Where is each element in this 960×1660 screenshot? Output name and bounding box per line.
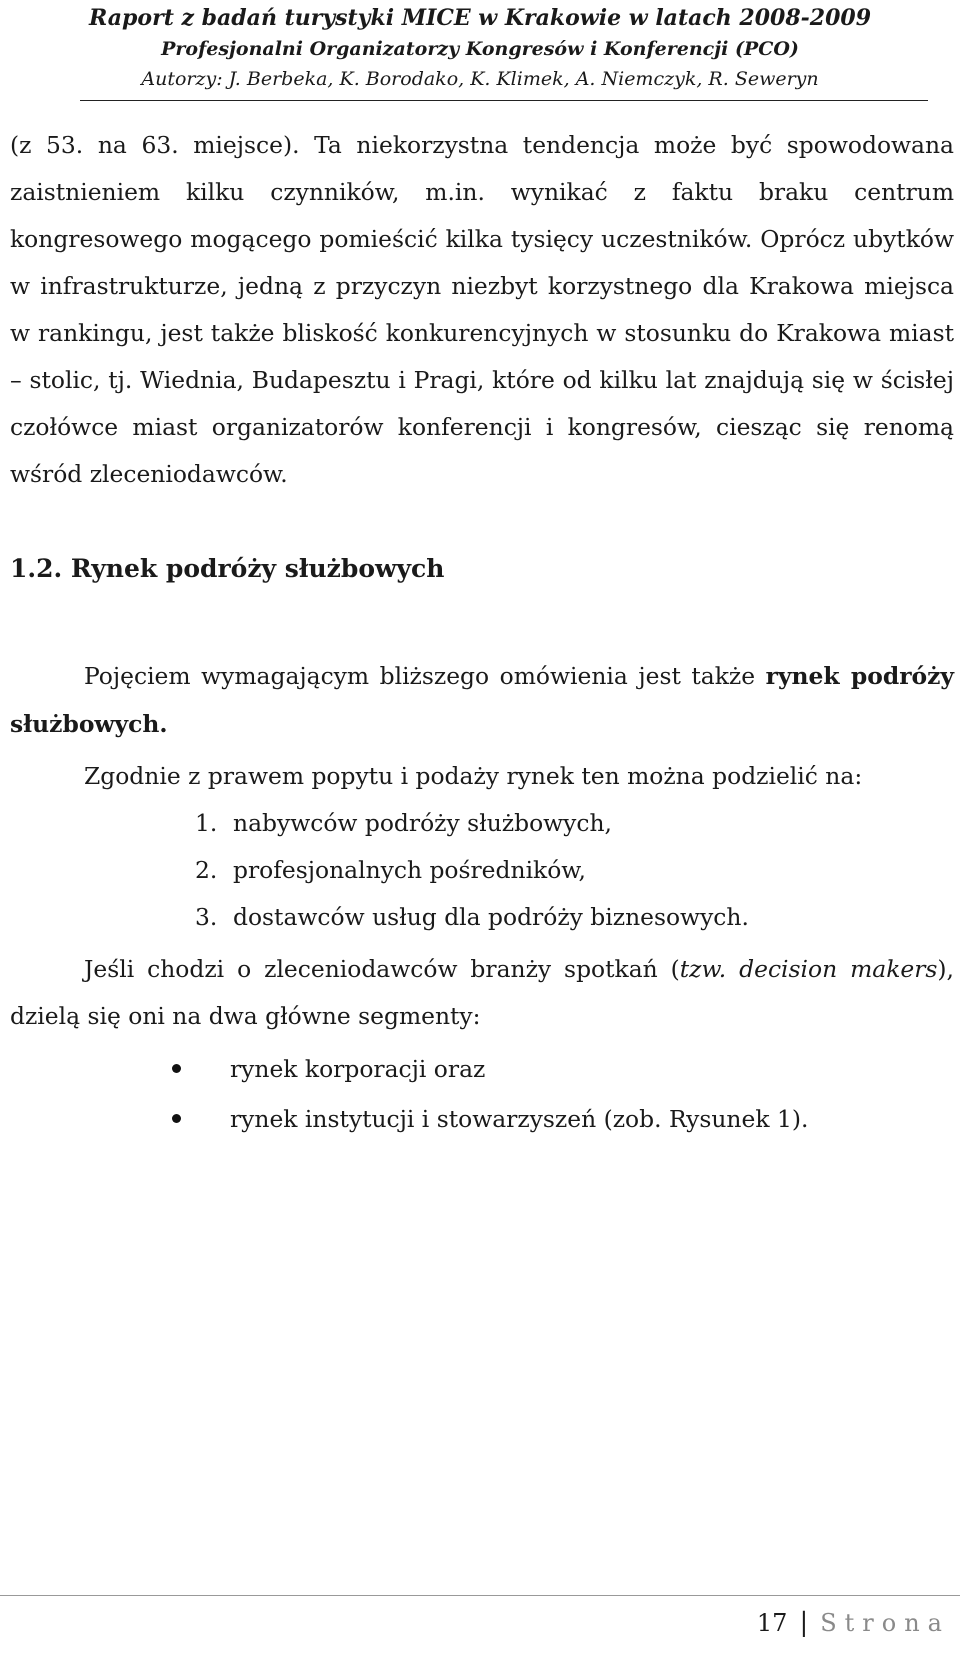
bullet-icon [172, 1114, 181, 1123]
page-label: Strona [820, 1609, 950, 1637]
list-item-text: dostawców usług dla podróży biznesowych. [233, 903, 749, 931]
bullet-item-text: rynek korporacji oraz [230, 1055, 486, 1083]
list-item [10, 847, 954, 894]
paragraph-definition-text: Pojęciem wymagającym bliższego omówienia jest także [84, 662, 766, 690]
section-heading: 1.2. Rynek podróży służbowych [10, 554, 445, 583]
report-authors: Autorzy: J. Berbeka, K. Borodako, K. Klimek, A. Niemczyk, R. Seweryn [141, 68, 819, 90]
report-subtitle: Profesjonalni Organizatorzy Kongresów i Konferencji (PCO) [161, 38, 799, 60]
list-item [10, 894, 954, 941]
page-footer [757, 1608, 950, 1638]
page-body [10, 122, 954, 1144]
bullet-item [10, 1044, 954, 1094]
list-item-text: profesjonalnych pośredników, [233, 856, 586, 884]
paragraph-definition [10, 652, 954, 748]
list-item-number: 2. [195, 856, 218, 884]
paragraph-definition-emphasis: rynek podróży służbowych. [10, 662, 954, 738]
paragraph-segments-text-a: Jeśli chodzi o zleceniodawców branży spotkań ( [84, 955, 680, 983]
footer-divider [0, 1595, 960, 1596]
footer-separator: | [799, 1608, 809, 1638]
list-item-text: nabywców podróży służbowych, [233, 809, 612, 837]
paragraph-segments [10, 946, 954, 1040]
numbered-list [10, 800, 954, 941]
document-header [0, 0, 960, 94]
list-item [10, 800, 954, 847]
header-divider [80, 100, 928, 101]
bullet-item-text: rynek instytucji i stowarzyszeń (zob. Rysunek 1). [230, 1105, 809, 1133]
bullet-item [10, 1094, 954, 1144]
paragraph-market-division: Zgodnie z prawem popytu i podaży rynek ten można podzielić na: [84, 762, 863, 790]
bullet-list [10, 1044, 954, 1144]
paragraph-segments-text-b: ), dzielą się oni na dwa główne segmenty: [10, 955, 954, 1030]
report-title: Raport z badań turystyki MICE w Krakowie w latach 2008-2009 [89, 5, 871, 31]
paragraph-ranking: (z 53. na 63. miejsce). Ta niekorzystna tendencja może być spowodowana zaistnieniem kilku czynników, m.in. wynikać z faktu braku centrum kongresowego mogącego pomieścić kilka tysięcy uczestników. Oprócz ubytków w infrastrukturze, jedną z przyczyn niezbyt korzystnego dla Krakowa miejsca w rankingu, jest także bliskość konkurencyjnych w stosunku do Krakowa miast – stolic, tj. Wiednia, Budapesztu i Pragi, które od kilku lat znajdują się w ścisłej czołówce miast organizatorów konferencji i kongresów, ciesząc się renomą wśród zleceniodawców. [10, 131, 954, 488]
page-number: 17 [756, 1609, 788, 1637]
list-item-number: 3. [195, 903, 218, 931]
list-item-number: 1. [195, 809, 218, 837]
paragraph-segments-italic: tzw. decision makers [679, 955, 938, 983]
bullet-icon [172, 1064, 181, 1073]
